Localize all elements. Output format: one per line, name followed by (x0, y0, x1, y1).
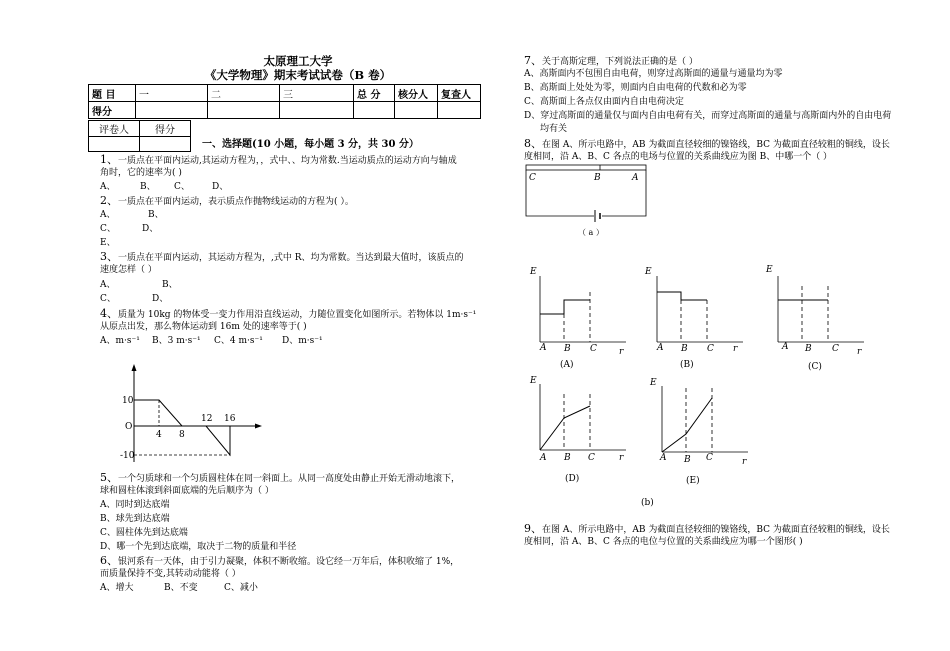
circuit-label-b: B (594, 173, 601, 183)
section-title: 一、选择题(10 小题，每小题 3 分，共 30 分） (202, 139, 419, 150)
score-table-cell: 二 (208, 85, 280, 102)
q8-graph-c (764, 262, 874, 360)
label-x12: 12 (201, 414, 213, 424)
axis-r: r (733, 344, 738, 354)
axis-e: E (530, 376, 537, 386)
q1-option: B、 (140, 182, 156, 192)
label-x16: 16 (224, 414, 236, 424)
q9-stem-cont: 度相同，沿 A、B、C 各点的电位与位置的关系曲线应为哪一个图形( ) (524, 537, 803, 547)
axis-r: r (857, 347, 862, 357)
q3-option: C、 (100, 294, 116, 304)
graph-caption-c: (C) (808, 362, 822, 372)
q2-option: E、 (100, 238, 116, 248)
q4-option: C、4 m·s⁻¹ (214, 336, 263, 346)
q1-option: D、 (212, 182, 229, 192)
q6-option: A、增大 (100, 583, 134, 593)
q4-option: D、m·s⁻¹ (282, 336, 323, 346)
q9-stem: 9、在图 A、所示电路中，AB 为截面直径较细的镍铬线，BC 为截面直径较粗的铜线，设长 (524, 522, 890, 535)
label-c: C (588, 453, 595, 463)
q5-option: B、球先到达底端 (100, 514, 170, 524)
score-table-cell (354, 102, 395, 119)
q3-option: A、 (100, 280, 116, 290)
q4-stem: 4、质量为 10kg 的物体受一变力作用沿直线运动，力随位置变化如图所示。若物体以 1m·s⁻¹ (100, 307, 477, 320)
label-a: A (782, 342, 789, 352)
q5-option: D、哪一个先到达底端，取决于二物的质量和半径 (100, 542, 297, 552)
force-curve (134, 400, 230, 455)
label-b: B (564, 453, 571, 463)
q8-circuit-diagram (524, 160, 654, 240)
q4-force-graph (116, 362, 266, 466)
score-table (88, 84, 481, 119)
q6-option: B、不变 (164, 583, 198, 593)
q2-option: A、 (100, 210, 116, 220)
q7-option: B、高斯面上处处为零，则面内自由电荷的代数和必为零 (524, 83, 747, 93)
q8-stem: 8、在图 A、所示电路中，AB 为截面直径较细的镍铬线，BC 为截面直径较粗的铜线，设长 (524, 137, 890, 150)
q3-option: B、 (162, 280, 178, 290)
q2-option: C、 (100, 224, 116, 234)
score-table-cell (395, 102, 438, 119)
grader-box (88, 120, 191, 152)
e-curve (657, 292, 707, 300)
q3-stem: 3、一质点在平面内运动，其运动方程为，,式中 R、均为常数。当达到最大值时，该质点的 (100, 250, 464, 263)
label-x4: 4 (156, 430, 162, 440)
label-a: A (657, 343, 664, 353)
label-x8: 8 (179, 430, 185, 440)
wire-bar (526, 165, 646, 170)
graph-group-caption: (b) (641, 498, 654, 508)
y-axis-arrow (132, 364, 137, 371)
q6-stem: 6、银河系有一天体，由于引力凝聚，体积不断收缩。设它经一万年后，体积收缩了 1%， (100, 554, 460, 567)
q5-option: C、圆柱体先到达底端 (100, 528, 188, 538)
q6-stem-cont: 而质量保持不变,其转动动能将（ ） (100, 569, 241, 579)
score-table-cell (208, 102, 280, 119)
q5-stem-cont: 球和圆柱体滚到斜面底端的先后顺序为（ ） (100, 486, 274, 496)
axis-r: r (742, 457, 747, 467)
q3-option: D、 (152, 294, 169, 304)
label-c: C (832, 344, 839, 354)
q8-stem-cont: 度相同，沿 A、B、C 各点的电场与位置的关系曲线应为图 B、中哪一个（ ） (524, 152, 833, 162)
axis-e: E (645, 267, 652, 277)
circuit-label-a: A (632, 173, 639, 183)
grader-cell (89, 137, 140, 152)
circuit-caption: （ a ） (578, 228, 604, 237)
score-table-cell: 得分 (89, 102, 136, 119)
q7-option: D、穿过高斯面的通量仅与面内自由电荷有关，而穿过高斯面的通量与高斯面内外的自由电荷 (524, 111, 892, 121)
q5-stem: 5、一个匀质球和一个匀质圆柱体在同一斜面上。从同一高度处由静止开始无滑动地滚下， (100, 471, 461, 484)
q6-option: C、减小 (224, 583, 258, 593)
q8-graph-a (526, 262, 636, 360)
label-b: B (564, 344, 571, 354)
q7-option-cont: 均有关 (540, 124, 568, 134)
score-table-cell: 题 目 (89, 85, 136, 102)
score-table-cell: 核分人 (395, 85, 438, 102)
q1-option: C、 (174, 182, 190, 192)
q2-option: B、 (148, 210, 164, 220)
q5-option: A、同时到达底端 (100, 500, 170, 510)
score-table-cell (280, 102, 354, 119)
label-a: A (540, 343, 547, 353)
score-table-cell: 总 分 (354, 85, 395, 102)
circuit-wire (602, 170, 646, 216)
label-yneg: -10 (120, 451, 135, 461)
axis-r: r (619, 453, 624, 463)
q4-stem-cont: 从原点出发，那么物体运动到 16m 处的速率等于( ) (100, 322, 307, 332)
grader-score-label: 得分 (140, 121, 191, 137)
grader-cell (140, 137, 191, 152)
q2-stem: 2、一质点在平面内运动，表示质点作抛物线运动的方程为( ）。 (100, 194, 354, 207)
q4-option: A、m·s⁻¹ (100, 336, 140, 346)
label-y10: 10 (122, 396, 134, 406)
q8-graph-d (526, 372, 636, 470)
q2-option: D、 (142, 224, 159, 234)
label-b: B (684, 455, 691, 465)
score-table-cell (136, 102, 208, 119)
score-table-cell (438, 102, 481, 119)
label-a: A (540, 453, 547, 463)
label-c: C (706, 453, 713, 463)
q7-option: A、高斯面内不包围自由电荷，则穿过高斯面的通量与通量均为零 (524, 69, 783, 79)
label-a: A (660, 453, 667, 463)
axis-e: E (530, 267, 537, 277)
axis-e: E (766, 265, 773, 275)
graph-caption-b: (B) (680, 360, 694, 370)
score-table-cell: 三 (280, 85, 354, 102)
q8-graph-b (643, 262, 753, 360)
q8-graph-e (648, 374, 758, 472)
label-c: C (590, 344, 597, 354)
e-curve (540, 406, 590, 450)
e-curve (662, 398, 712, 452)
score-table-cell: 一 (136, 85, 208, 102)
e-curve (540, 300, 590, 314)
circuit-label-c: C (529, 173, 536, 183)
graph-caption-a: (A) (560, 360, 574, 370)
q1-stem-cont: 角时，它的速率为( ) (100, 168, 182, 178)
grader-label: 评卷人 (89, 121, 140, 137)
circuit-wire (526, 170, 594, 216)
axis-r: r (619, 347, 624, 357)
q1-stem: 1、一质点在平面内运动,其运动方程为，，式中、、均为常数.当运动质点的运动方向与轴成 (100, 153, 457, 166)
label-b: B (805, 344, 812, 354)
x-axis-arrow (255, 424, 262, 429)
graph-caption-e: (E) (686, 476, 700, 486)
axis-e: E (650, 378, 657, 388)
label-b: B (681, 344, 688, 354)
q3-stem-cont: 速度怎样（ ） (100, 265, 157, 275)
university-name: 太原理工大学 (263, 54, 333, 68)
graph-caption-d: (D) (565, 474, 580, 484)
q7-stem: 7、关于高斯定理，下列说法正确的是（ ） (524, 54, 698, 67)
label-c: C (707, 344, 714, 354)
q7-option: C、高斯面上各点仅由面内自由电荷决定 (524, 97, 684, 107)
q4-option: B、3 m·s⁻¹ (152, 336, 201, 346)
exam-title: 《大学物理》期末考试试卷（B 卷） (204, 68, 392, 82)
label-origin: O (125, 422, 133, 432)
q1-option: A、 (100, 182, 116, 192)
score-table-cell: 复查人 (438, 85, 481, 102)
